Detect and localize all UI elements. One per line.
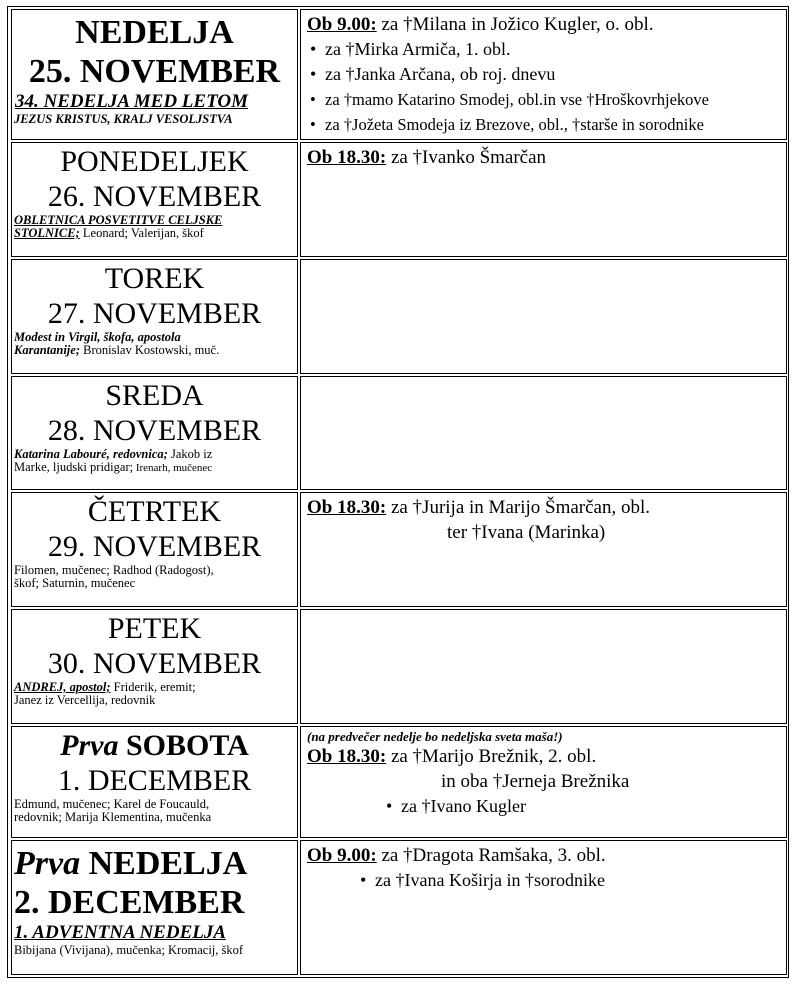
mass-entry: Ob 9.00: za †Milana in Jožico Kugler, o. obl.: [307, 14, 654, 35]
day-name: Prva SOBOTA: [60, 729, 249, 762]
mass-cell-thursday-29: [300, 492, 787, 607]
mass-entry-continued: in oba †Jerneja Brežnika: [441, 771, 630, 792]
intention-item: • za †Janka Arčana, ob roj. dnevu: [307, 62, 780, 87]
day-name: SREDA: [105, 379, 204, 412]
mass-cell-friday-30: [300, 609, 787, 724]
day-cell-sunday-2: [11, 840, 298, 975]
intention-item: • za †Ivano Kugler: [383, 794, 780, 819]
intention-item: • za †mamo Katarino Smodej, obl.in vse †Hroškovrhjekove: [307, 87, 780, 112]
mass-time: Ob 9.00:: [307, 845, 377, 866]
mass-cell-saturday-1: [300, 726, 787, 838]
intention-list: [307, 868, 780, 893]
feast-text: Katarina Labouré, redovnica; Jakob iz Marke, ljudski pridigar; Irenarh, mučenec: [14, 447, 213, 474]
mass-cell-wednesday-28: [300, 376, 787, 490]
mass-cell-sunday-25: [300, 9, 787, 140]
day-date: 25. NOVEMBER: [28, 53, 281, 91]
day-cell-saturday-1: [11, 726, 298, 838]
day-date: 27. NOVEMBER: [47, 296, 262, 330]
liturgical-title: 34. NEDELJA MED LETOM: [15, 91, 248, 113]
mass-cell-monday-26: [300, 142, 787, 257]
liturgical-title: 1. ADVENTNA NEDELJA: [14, 922, 227, 944]
day-name: Prva NEDELJA: [14, 845, 248, 882]
feast-text: Modest in Virgil, škofa, apostola Karantanije; Bronislav Kostowski, muč.: [14, 330, 220, 357]
day-date: 28. NOVEMBER: [47, 413, 262, 447]
mass-cell-tuesday-27: [300, 259, 787, 374]
mass-time: Ob 18.30:: [307, 497, 387, 518]
day-date: 1. DECEMBER: [57, 763, 252, 797]
day-name: PONEDELJEK: [60, 145, 249, 178]
intention-item: • za †Jožeta Smodeja iz Brezove, obl., †starše in sorodnike: [307, 112, 780, 137]
mass-cell-sunday-2: [300, 840, 787, 975]
day-name: PETEK: [107, 612, 202, 645]
day-date: 2. DECEMBER: [14, 884, 245, 922]
day-name: NEDELJA: [75, 14, 234, 51]
feast-text: Bibijana (Vivijana), mučenka; Kromacij, škof: [14, 943, 244, 958]
weekly-mass-schedule: [7, 6, 789, 978]
day-cell-tuesday-27: [11, 259, 298, 374]
mass-time: Ob 9.00:: [307, 14, 377, 35]
feast-text: Edmund, mučenec; Karel de Foucauld, redovnik; Marija Klementina, mučenka: [14, 797, 212, 824]
feast-text: OBLETNICA POSVETITVE CELJSKE STOLNICE; Leonard; Valerijan, škof: [14, 213, 223, 240]
day-date: 26. NOVEMBER: [47, 179, 262, 213]
feast-text: ANDREJ, apostol; Friderik, eremit; Janez iz Vercellija, redovnik: [14, 680, 196, 707]
day-date: 30. NOVEMBER: [47, 646, 262, 680]
day-cell-sunday-25: [11, 9, 298, 140]
mass-entry-continued: ter †Ivana (Marinka): [447, 522, 606, 543]
intention-item: • za †Ivana Koširja in †sorodnike: [357, 868, 780, 893]
intention-list: [307, 37, 780, 137]
mass-entry: Ob 9.00: za †Dragota Ramšaka, 3. obl.: [307, 845, 606, 866]
mass-entry: Ob 18.30: za †Ivanko Šmarčan: [307, 147, 547, 168]
day-cell-monday-26: [11, 142, 298, 257]
day-cell-friday-30: [11, 609, 298, 724]
vigil-note: (na predvečer nedelje bo nedeljska sveta maša!): [307, 729, 563, 744]
mass-time: Ob 18.30:: [307, 147, 387, 168]
mass-entry: Ob 18.30: za †Marijo Brežnik, 2. obl.: [307, 746, 597, 767]
mass-time: Ob 18.30:: [307, 746, 387, 767]
feast-text: Filomen, mučenec; Radhod (Radogost), škof; Saturnin, mučenec: [14, 563, 214, 590]
intention-list: [307, 794, 780, 819]
day-date: 29. NOVEMBER: [47, 529, 262, 563]
day-cell-thursday-29: [11, 492, 298, 607]
day-name: ČETRTEK: [87, 495, 222, 528]
day-name: TOREK: [104, 262, 205, 295]
intention-item: • za †Mirka Armiča, 1. obl.: [307, 37, 780, 62]
day-cell-wednesday-28: [11, 376, 298, 490]
mass-entry: Ob 18.30: za †Jurija in Marijo Šmarčan, obl.: [307, 497, 651, 518]
feast-text: JEZUS KRISTUS, KRALJ VESOLJSTVA: [14, 112, 233, 127]
